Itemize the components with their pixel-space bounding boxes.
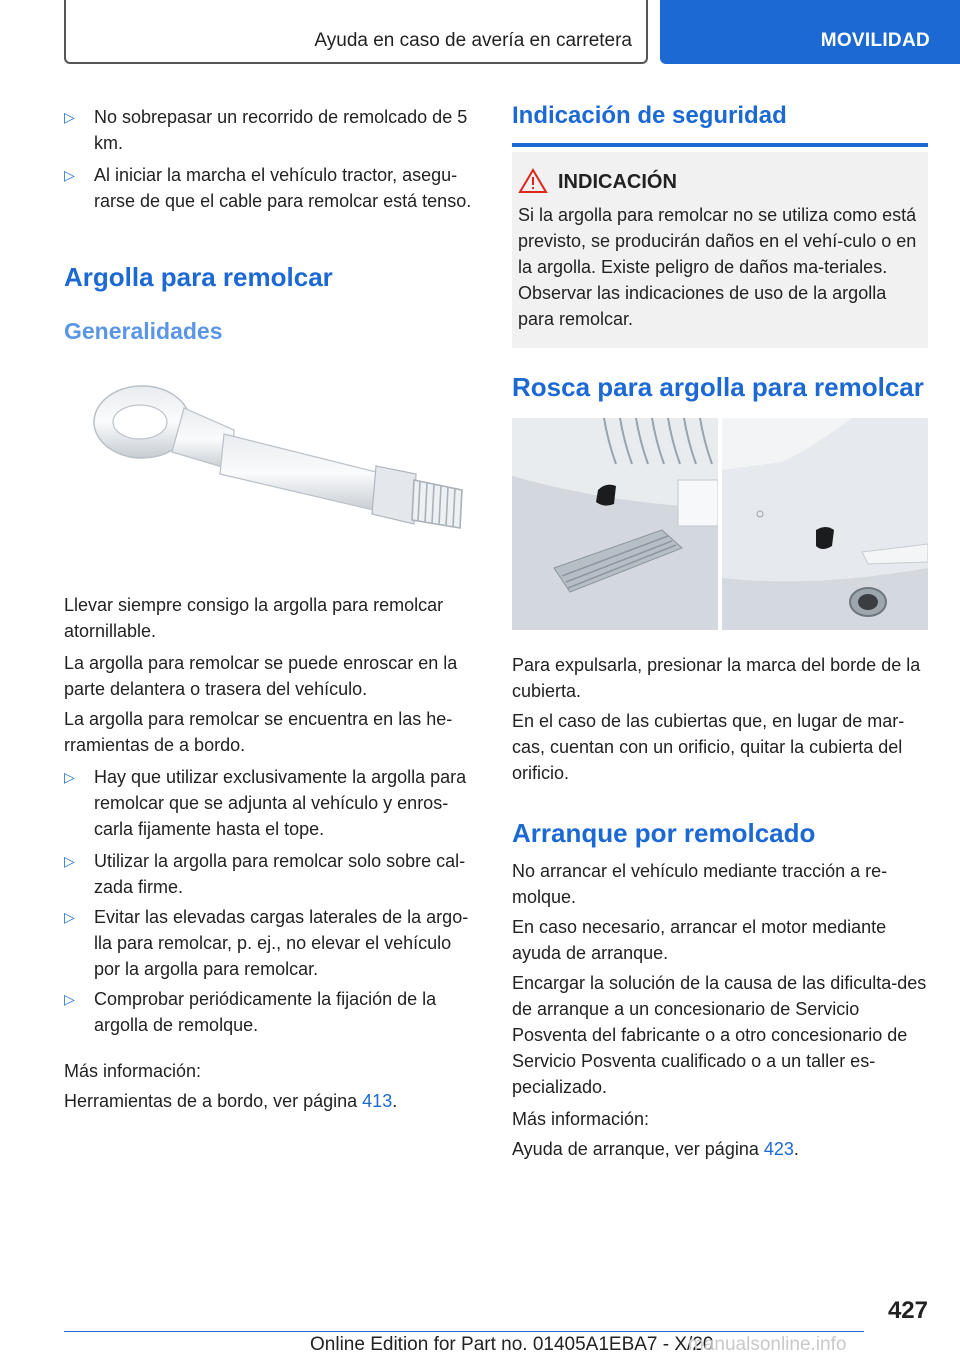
cross-reference: Herramientas de a bordo, ver página 413. bbox=[64, 1091, 398, 1111]
list-item: ▷ No sobrepasar un recorrido de remolcado de 5 km. bbox=[64, 104, 480, 156]
warning-text: Si la argolla para remolcar no se utiliza como está previsto, se producirán daños en el vehí-culo o en la argolla. Existe peligro de daños ma-teriales. Observar las indicaciones de uso de la argolla para remolcar. bbox=[518, 205, 917, 329]
bullet-triangle-icon: ▷ bbox=[64, 909, 75, 925]
bullet-triangle-icon: ▷ bbox=[64, 167, 75, 183]
list-item: ▷ Comprobar periódicamente la fijación de la argolla de remolque. bbox=[64, 986, 480, 1038]
cross-reference: Ayuda de arranque, ver página 423. bbox=[512, 1139, 799, 1159]
list-item: ▷ Hay que utilizar exclusivamente la argolla para remolcar que se adjunta al vehículo y enros-carla fijamente hasta el tope. bbox=[64, 764, 480, 842]
paragraph: En el caso de las cubiertas que, en lugar de mar-cas, cuentan con un orificio, quitar la cubierta del orificio. bbox=[512, 711, 905, 783]
page-link[interactable]: 413 bbox=[362, 1091, 393, 1111]
paragraph: En caso necesario, arrancar el motor mediante ayuda de arranque. bbox=[512, 917, 887, 963]
bumper-cover-photo bbox=[512, 418, 928, 630]
subheading-general: Generalidades bbox=[64, 318, 223, 344]
list-item: ▷ Evitar las elevadas cargas laterales de la argo-lla para remolcar, p. ej., no elevar el vehículo por la argolla para remolcar. bbox=[64, 904, 480, 982]
warning-title: INDICACIÓN bbox=[558, 171, 677, 193]
section-heading-safety: Indicación de seguridad bbox=[512, 102, 787, 129]
paragraph: Para expulsarla, presionar la marca del borde de la cubierta. bbox=[512, 655, 921, 701]
paragraph: Encargar la solución de la causa de las dificulta-des de arranque a un concesionario de Servicio Posventa del fabricante o a otro concesionario de Servicio Posventa cualificado o a un taller es-pecializado. bbox=[512, 973, 927, 1097]
list-item: ▷ Al iniciar la marcha el vehículo tractor, asegu-rarse de que el cable para remolcar está tenso. bbox=[64, 162, 480, 214]
paragraph: La argolla para remolcar se puede enroscar en la parte delantera o trasera del vehículo. bbox=[64, 653, 458, 699]
paragraph: La argolla para remolcar se encuentra en las he-rramientas de a bordo. bbox=[64, 709, 453, 755]
warning-triangle-icon bbox=[518, 168, 548, 194]
bullet-triangle-icon: ▷ bbox=[64, 853, 75, 869]
edition-note: Online Edition for Part no. 01405A1EBA7 - X/20 bbox=[310, 1334, 714, 1355]
header-section-title: Ayuda en caso de avería en carretera bbox=[314, 30, 632, 51]
paragraph: No arrancar el vehículo mediante tracción a re-molque. bbox=[512, 861, 888, 907]
list-item: ▷ Utilizar la argolla para remolcar solo sobre cal-zada firme. bbox=[64, 848, 480, 900]
bullet-triangle-icon: ▷ bbox=[64, 109, 75, 125]
more-info-label: Más información: bbox=[64, 1061, 202, 1081]
section-heading-tow-start: Arranque por remolcado bbox=[512, 818, 816, 848]
heading-rule bbox=[512, 143, 928, 147]
section-heading-tow-eye: Argolla para remolcar bbox=[64, 262, 333, 292]
tow-eye-illustration bbox=[84, 378, 484, 548]
watermark: manualsonline.info bbox=[688, 1334, 847, 1355]
page-link[interactable]: 423 bbox=[763, 1139, 794, 1159]
page-number: 427 bbox=[887, 1297, 928, 1324]
section-heading-thread: Rosca para argolla para remolcar bbox=[512, 372, 924, 402]
bullet-triangle-icon: ▷ bbox=[64, 991, 75, 1007]
paragraph: Llevar siempre consigo la argolla para remolcar atornillable. bbox=[64, 595, 444, 641]
bullet-triangle-icon: ▷ bbox=[64, 769, 75, 785]
chapter-label: MOVILIDAD bbox=[820, 30, 930, 51]
footer-rule bbox=[64, 1331, 864, 1332]
more-info-label: Más información: bbox=[512, 1109, 650, 1129]
chapter-badge[interactable] bbox=[660, 0, 960, 64]
